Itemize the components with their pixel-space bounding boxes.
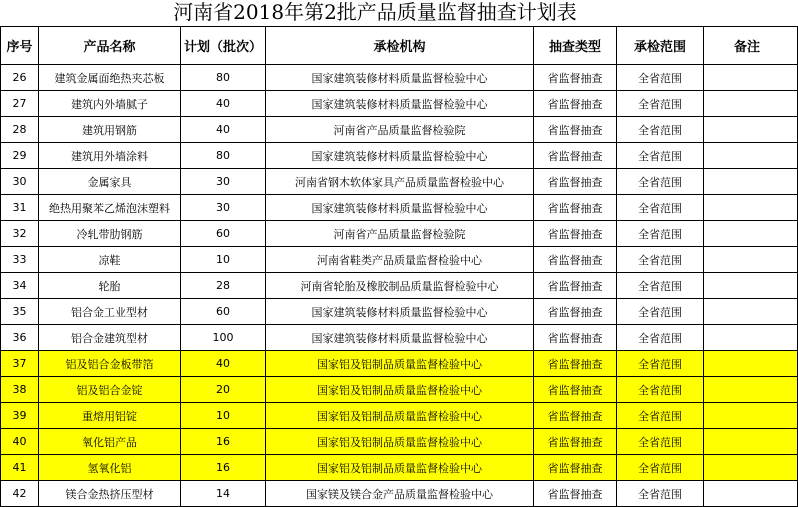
- cell-plan: 80: [181, 65, 266, 91]
- cell-type: 省监督抽查: [534, 481, 617, 507]
- cell-plan: 30: [181, 169, 266, 195]
- cell-scope: 全省范围: [617, 325, 704, 351]
- cell-type: 省监督抽查: [534, 377, 617, 403]
- cell-no: 27: [1, 91, 39, 117]
- table-row: [1, 65, 798, 91]
- cell-type: 省监督抽查: [534, 195, 617, 221]
- cell-plan: 28: [181, 273, 266, 299]
- cell-agency: 国家铝及铝制品质量监督检验中心: [266, 455, 534, 481]
- table-row: [1, 325, 798, 351]
- table-row: [1, 403, 798, 429]
- cell-agency: 国家建筑装修材料质量监督检验中心: [266, 299, 534, 325]
- cell-no: 30: [1, 169, 39, 195]
- table-row: [1, 143, 798, 169]
- cell-note: [704, 195, 798, 221]
- table-row: [1, 273, 798, 299]
- cell-no: 26: [1, 65, 39, 91]
- cell-note: [704, 221, 798, 247]
- cell-no: 36: [1, 325, 39, 351]
- cell-note: [704, 117, 798, 143]
- cell-plan: 60: [181, 221, 266, 247]
- cell-note: [704, 273, 798, 299]
- cell-agency: 国家建筑装修材料质量监督检验中心: [266, 143, 534, 169]
- table-row: [1, 481, 798, 507]
- cell-plan: 40: [181, 351, 266, 377]
- cell-type: 省监督抽查: [534, 221, 617, 247]
- header-type: 抽查类型: [534, 27, 617, 65]
- table-row: [1, 429, 798, 455]
- cell-type: 省监督抽查: [534, 351, 617, 377]
- table-row: [1, 377, 798, 403]
- cell-type: 省监督抽查: [534, 273, 617, 299]
- cell-product: 氢氧化铝: [39, 455, 181, 481]
- cell-product: 铝及铝合金板带箔: [39, 351, 181, 377]
- cell-scope: 全省范围: [617, 65, 704, 91]
- cell-agency: 国家建筑装修材料质量监督检验中心: [266, 195, 534, 221]
- cell-type: 省监督抽查: [534, 91, 617, 117]
- table-row: [1, 351, 798, 377]
- cell-note: [704, 169, 798, 195]
- cell-plan: 10: [181, 403, 266, 429]
- cell-note: [704, 91, 798, 117]
- cell-plan: 100: [181, 325, 266, 351]
- table-row: [1, 299, 798, 325]
- cell-agency: 河南省钢木软体家具产品质量监督检验中心: [266, 169, 534, 195]
- cell-scope: 全省范围: [617, 221, 704, 247]
- cell-note: [704, 429, 798, 455]
- cell-agency: 国家铝及铝制品质量监督检验中心: [266, 377, 534, 403]
- cell-no: 39: [1, 403, 39, 429]
- header-note: 备注: [704, 27, 798, 65]
- cell-product: 重熔用铝锭: [39, 403, 181, 429]
- cell-product: 铝合金工业型材: [39, 299, 181, 325]
- cell-scope: 全省范围: [617, 429, 704, 455]
- cell-product: 绝热用聚苯乙烯泡沫塑料: [39, 195, 181, 221]
- cell-type: 省监督抽查: [534, 65, 617, 91]
- cell-type: 省监督抽查: [534, 299, 617, 325]
- cell-no: 41: [1, 455, 39, 481]
- table-header-row: [1, 27, 798, 65]
- cell-scope: 全省范围: [617, 403, 704, 429]
- cell-scope: 全省范围: [617, 143, 704, 169]
- header-plan: 计划（批次）: [181, 27, 266, 65]
- cell-scope: 全省范围: [617, 299, 704, 325]
- cell-product: 金属家具: [39, 169, 181, 195]
- cell-type: 省监督抽查: [534, 169, 617, 195]
- inspection-plan-table: [0, 26, 798, 507]
- cell-no: 38: [1, 377, 39, 403]
- cell-no: 28: [1, 117, 39, 143]
- cell-note: [704, 247, 798, 273]
- cell-note: [704, 351, 798, 377]
- table-row: [1, 169, 798, 195]
- table-row: [1, 195, 798, 221]
- cell-note: [704, 325, 798, 351]
- header-no: 序号: [1, 27, 39, 65]
- cell-no: 40: [1, 429, 39, 455]
- cell-scope: 全省范围: [617, 481, 704, 507]
- cell-product: 建筑金属面绝热夹芯板: [39, 65, 181, 91]
- cell-product: 镁合金热挤压型材: [39, 481, 181, 507]
- header-product: 产品名称: [39, 27, 181, 65]
- cell-agency: 国家铝及铝制品质量监督检验中心: [266, 429, 534, 455]
- cell-no: 35: [1, 299, 39, 325]
- cell-agency: 河南省产品质量监督检验院: [266, 117, 534, 143]
- cell-type: 省监督抽查: [534, 117, 617, 143]
- cell-no: 37: [1, 351, 39, 377]
- cell-plan: 40: [181, 117, 266, 143]
- cell-note: [704, 299, 798, 325]
- cell-scope: 全省范围: [617, 117, 704, 143]
- cell-product: 建筑内外墙腻子: [39, 91, 181, 117]
- cell-plan: 80: [181, 143, 266, 169]
- cell-type: 省监督抽查: [534, 325, 617, 351]
- cell-plan: 10: [181, 247, 266, 273]
- cell-plan: 16: [181, 455, 266, 481]
- cell-type: 省监督抽查: [534, 143, 617, 169]
- cell-agency: 河南省轮胎及橡胶制品质量监督检验中心: [266, 273, 534, 299]
- table-row: [1, 247, 798, 273]
- cell-product: 氧化铝产品: [39, 429, 181, 455]
- cell-note: [704, 377, 798, 403]
- cell-scope: 全省范围: [617, 273, 704, 299]
- header-scope: 承检范围: [617, 27, 704, 65]
- table-row: [1, 91, 798, 117]
- cell-note: [704, 455, 798, 481]
- cell-no: 42: [1, 481, 39, 507]
- cell-no: 34: [1, 273, 39, 299]
- cell-plan: 60: [181, 299, 266, 325]
- cell-agency: 河南省鞋类产品质量监督检验中心: [266, 247, 534, 273]
- cell-agency: 国家铝及铝制品质量监督检验中心: [266, 403, 534, 429]
- cell-note: [704, 143, 798, 169]
- cell-no: 31: [1, 195, 39, 221]
- cell-plan: 40: [181, 91, 266, 117]
- cell-product: 铝合金建筑型材: [39, 325, 181, 351]
- cell-type: 省监督抽查: [534, 455, 617, 481]
- page-title: 河南省2018年第2批产品质量监督抽查计划表: [173, 0, 577, 24]
- cell-product: 冷轧带肋钢筋: [39, 221, 181, 247]
- cell-scope: 全省范围: [617, 351, 704, 377]
- cell-no: 33: [1, 247, 39, 273]
- cell-note: [704, 403, 798, 429]
- cell-plan: 16: [181, 429, 266, 455]
- cell-type: 省监督抽查: [534, 403, 617, 429]
- cell-product: 凉鞋: [39, 247, 181, 273]
- cell-agency: 国家建筑装修材料质量监督检验中心: [266, 65, 534, 91]
- cell-scope: 全省范围: [617, 455, 704, 481]
- cell-scope: 全省范围: [617, 169, 704, 195]
- cell-plan: 20: [181, 377, 266, 403]
- table-row: [1, 455, 798, 481]
- cell-agency: 国家建筑装修材料质量监督检验中心: [266, 325, 534, 351]
- cell-product: 轮胎: [39, 273, 181, 299]
- header-agency: 承检机构: [266, 27, 534, 65]
- cell-scope: 全省范围: [617, 195, 704, 221]
- cell-plan: 30: [181, 195, 266, 221]
- cell-product: 铝及铝合金锭: [39, 377, 181, 403]
- table-row: [1, 117, 798, 143]
- cell-type: 省监督抽查: [534, 429, 617, 455]
- cell-product: 建筑用外墙涂料: [39, 143, 181, 169]
- cell-no: 32: [1, 221, 39, 247]
- cell-scope: 全省范围: [617, 377, 704, 403]
- cell-plan: 14: [181, 481, 266, 507]
- cell-type: 省监督抽查: [534, 247, 617, 273]
- cell-agency: 国家建筑装修材料质量监督检验中心: [266, 91, 534, 117]
- cell-product: 建筑用钢筋: [39, 117, 181, 143]
- cell-agency: 河南省产品质量监督检验院: [266, 221, 534, 247]
- cell-agency: 国家镁及镁合金产品质量监督检验中心: [266, 481, 534, 507]
- table-row: [1, 221, 798, 247]
- cell-agency: 国家铝及铝制品质量监督检验中心: [266, 351, 534, 377]
- cell-no: 29: [1, 143, 39, 169]
- cell-scope: 全省范围: [617, 247, 704, 273]
- cell-note: [704, 481, 798, 507]
- cell-scope: 全省范围: [617, 91, 704, 117]
- cell-note: [704, 65, 798, 91]
